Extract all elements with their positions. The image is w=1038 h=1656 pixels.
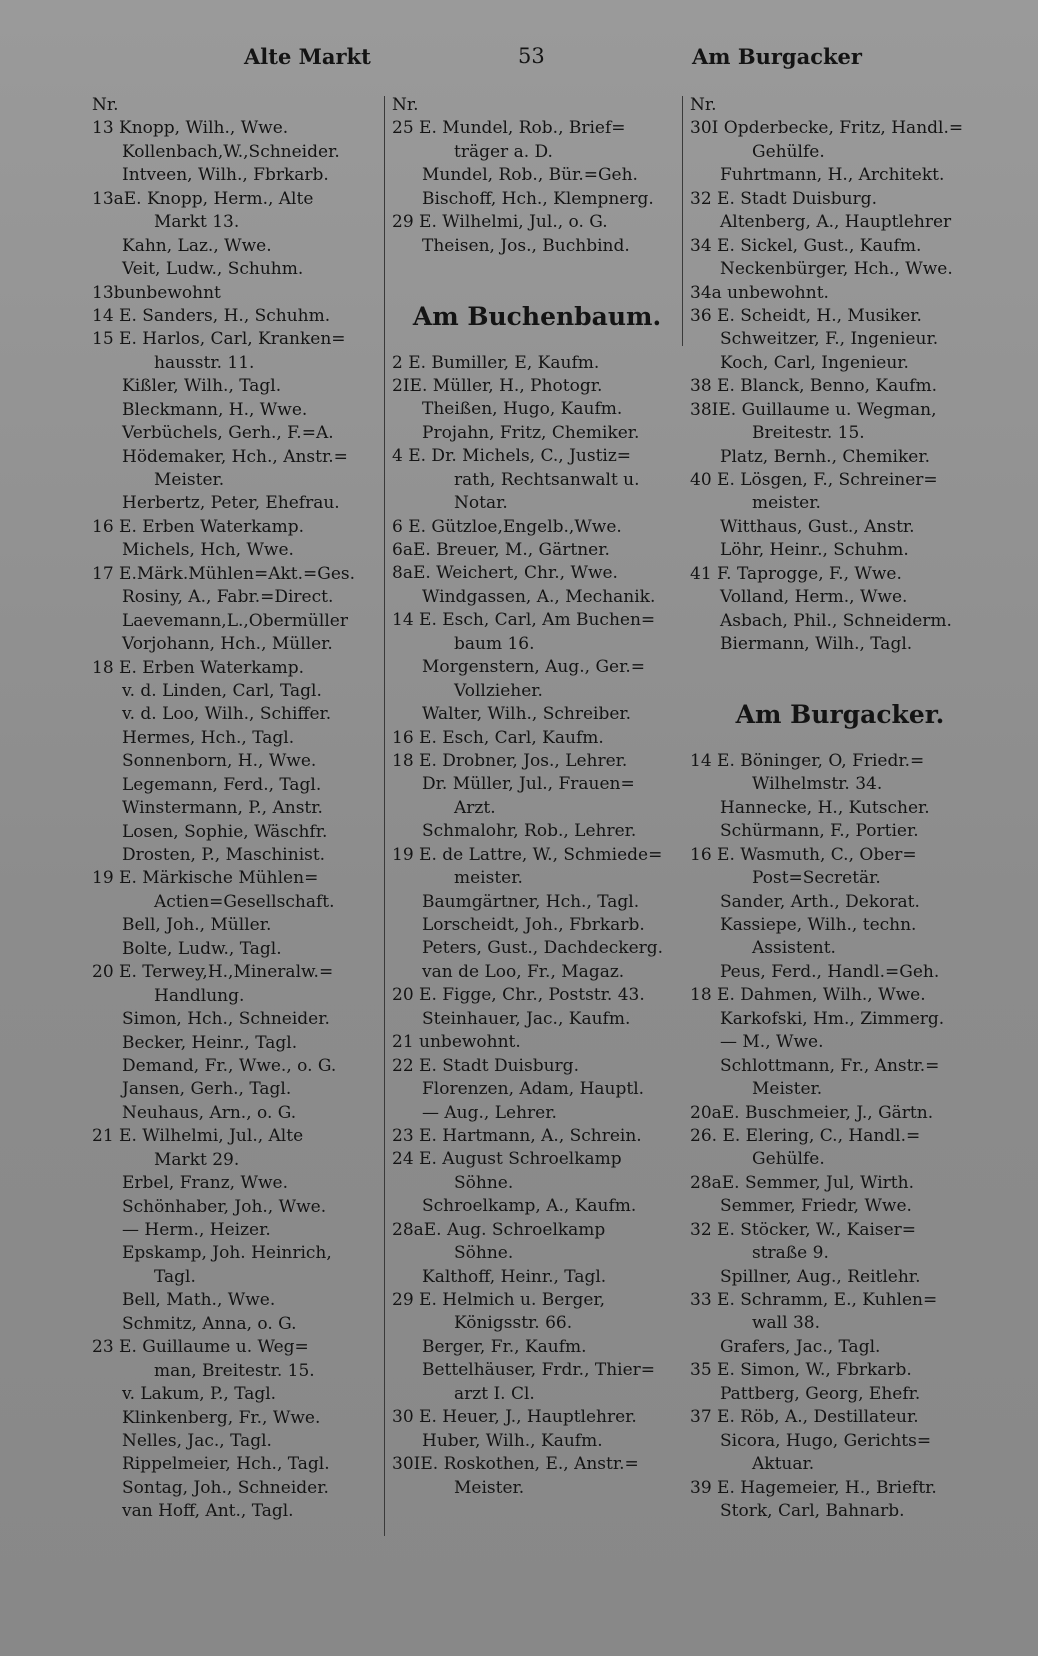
- resident-entry: Fuhrtmann, H., Architekt.: [720, 165, 945, 186]
- resident-entry: Stork, Carl, Bahnarb.: [720, 1500, 905, 1521]
- entry-continuation: meister.: [454, 868, 523, 889]
- number-heading: Nr.: [392, 95, 419, 115]
- resident-entry: Legemann, Ferd., Tagl.: [122, 774, 322, 795]
- entry-continuation: straße 9.: [752, 1243, 829, 1264]
- house-entry: 21 unbewohnt.: [392, 1032, 521, 1053]
- entry-continuation: Aktuar.: [752, 1454, 815, 1475]
- resident-entry: van de Loo, Fr., Magaz.: [422, 961, 625, 982]
- house-entry: 30IE. Roskothen, E., Anstr.=: [392, 1454, 639, 1475]
- house-entry: 38 E. Blanck, Benno, Kaufm.: [690, 376, 937, 397]
- resident-entry: Nelles, Jac., Tagl.: [122, 1430, 272, 1451]
- resident-entry: — Aug., Lehrer.: [422, 1102, 557, 1123]
- house-entry: 16 E. Esch, Carl, Kaufm.: [392, 727, 604, 748]
- house-entry: 35 E. Simon, W., Fbrkarb.: [690, 1360, 912, 1381]
- house-entry: 23 E. Guillaume u. Weg=: [92, 1337, 309, 1358]
- resident-entry: Theißen, Hugo, Kaufm.: [422, 399, 623, 420]
- resident-entry: Michels, Hch, Wwe.: [122, 540, 294, 561]
- spacer: [690, 657, 990, 680]
- house-entry: 20 E. Terwey,H.,Mineralw.=: [92, 962, 334, 983]
- resident-entry: v. d. Linden, Carl, Tagl.: [122, 680, 322, 701]
- entry-continuation: Breitestr. 15.: [752, 423, 865, 444]
- resident-entry: Intveen, Wilh., Fbrkarb.: [122, 165, 329, 186]
- resident-entry: Herbertz, Peter, Ehefrau.: [122, 493, 340, 514]
- house-entry: 26. E. Elering, C., Handl.=: [690, 1125, 921, 1146]
- house-entry: 28aE. Aug. Schroelkamp: [392, 1219, 606, 1240]
- house-entry: 34 E. Sickel, Gust., Kaufm.: [690, 235, 922, 256]
- house-entry: 30 E. Heuer, J., Hauptlehrer.: [392, 1407, 637, 1428]
- entry-continuation: Söhne.: [454, 1243, 514, 1264]
- resident-entry: Biermann, Wilh., Tagl.: [720, 634, 913, 655]
- resident-entry: Schmalohr, Rob., Lehrer.: [422, 821, 637, 842]
- house-entry: 29 E. Wilhelmi, Jul., o. G.: [392, 212, 608, 233]
- house-entry: 18 E. Drobner, Jos., Lehrer.: [392, 750, 628, 771]
- street-section-heading: Am Buchenbaum.: [412, 301, 662, 331]
- resident-entry: Karkofski, Hm., Zimmerg.: [720, 1008, 945, 1029]
- resident-entry: Bettelhäuser, Frdr., Thier=: [422, 1360, 656, 1381]
- house-entry: 19 E. Märkische Mühlen=: [92, 868, 319, 889]
- spacer: [392, 258, 682, 281]
- directory-column-1: [92, 94, 382, 1524]
- house-entry: 19 E. de Lattre, W., Schmiede=: [392, 844, 663, 865]
- resident-entry: Steinhauer, Jac., Kaufm.: [422, 1008, 631, 1029]
- resident-entry: Jansen, Gerh., Tagl.: [122, 1079, 292, 1100]
- page-header: [0, 44, 1038, 78]
- entry-continuation: meister.: [752, 493, 821, 514]
- resident-entry: Walter, Wilh., Schreiber.: [422, 704, 632, 725]
- resident-entry: Schürmann, F., Portier.: [720, 821, 919, 842]
- resident-entry: Theisen, Jos., Buchbind.: [422, 235, 630, 256]
- house-entry: 4 E. Dr. Michels, C., Justiz=: [392, 446, 632, 467]
- entry-continuation: Gehülfe.: [752, 1149, 825, 1170]
- resident-entry: Demand, Fr., Wwe., o. G.: [122, 1055, 337, 1076]
- house-entry: 36 E. Scheidt, H., Musiker.: [690, 305, 922, 326]
- house-entry: 2IE. Müller, H., Photogr.: [392, 375, 603, 396]
- entry-continuation: baum 16.: [454, 633, 535, 654]
- entry-continuation: Tagl.: [154, 1266, 196, 1287]
- entry-continuation: träger a. D.: [454, 141, 553, 162]
- resident-entry: Bell, Joh., Müller.: [122, 915, 272, 936]
- resident-entry: Schlottmann, Fr., Anstr.=: [720, 1055, 940, 1076]
- resident-entry: Sicora, Hugo, Gerichts=: [720, 1430, 932, 1451]
- entry-continuation: Gehülfe.: [752, 141, 825, 162]
- entry-continuation: Vollzieher.: [454, 680, 543, 701]
- house-entry: 25 E. Mundel, Rob., Brief=: [392, 118, 626, 139]
- house-entry: 24 E. August Schroelkamp: [392, 1149, 622, 1170]
- resident-entry: Becker, Heinr., Tagl.: [122, 1032, 298, 1053]
- resident-entry: Spillner, Aug., Reitlehr.: [720, 1266, 921, 1287]
- resident-entry: — Herm., Heizer.: [122, 1220, 271, 1240]
- header-left-street: Alte Markt: [244, 44, 371, 69]
- house-entry: 33 E. Schramm, E., Kuhlen=: [690, 1290, 938, 1310]
- resident-entry: Peus, Ferd., Handl.=Geh.: [720, 961, 940, 982]
- resident-entry: Vorjohann, Hch., Müller.: [122, 634, 333, 655]
- house-entry: 23 E. Hartmann, A., Schrein.: [392, 1125, 642, 1146]
- entry-continuation: Notar.: [454, 493, 508, 514]
- resident-entry: Projahn, Fritz, Chemiker.: [422, 422, 640, 443]
- resident-entry: Asbach, Phil., Schneiderm.: [720, 610, 952, 631]
- house-entry: 40 E. Lösgen, F., Schreiner=: [690, 470, 938, 490]
- entry-continuation: wall 38.: [752, 1313, 820, 1334]
- entry-continuation: Actien=Gesellschaft.: [154, 891, 335, 912]
- house-entry: 32 E. Stöcker, W., Kaiser=: [690, 1219, 917, 1240]
- resident-entry: Bell, Math., Wwe.: [122, 1290, 276, 1311]
- house-entry: 13aE. Knopp, Herm., Alte: [92, 188, 314, 209]
- house-entry: 2 E. Bumiller, E, Kaufm.: [392, 352, 600, 373]
- resident-entry: Kassiepe, Wilh., techn.: [720, 915, 917, 935]
- resident-entry: Baumgärtner, Hch., Tagl.: [422, 891, 640, 912]
- resident-entry: Kalthoff, Heinr., Tagl.: [422, 1266, 607, 1287]
- resident-entry: Witthaus, Gust., Anstr.: [720, 516, 915, 537]
- house-entry: 14 E. Esch, Carl, Am Buchen=: [392, 610, 656, 631]
- resident-entry: Winstermann, P., Anstr.: [122, 798, 323, 819]
- resident-entry: Volland, Herm., Wwe.: [720, 587, 908, 608]
- resident-entry: Verbüchels, Gerh., F.=A.: [122, 423, 334, 444]
- house-entry: 8aE. Weichert, Chr., Wwe.: [392, 563, 618, 584]
- resident-entry: Sander, Arth., Dekorat.: [720, 891, 920, 912]
- resident-entry: Morgenstern, Aug., Ger.=: [422, 657, 646, 678]
- house-entry: 6 E. Gützloe,Engelb.,Wwe.: [392, 516, 622, 537]
- resident-entry: Hermes, Hch., Tagl.: [122, 727, 295, 748]
- entry-continuation: Handlung.: [154, 985, 245, 1006]
- resident-entry: Platz, Bernh., Chemiker.: [720, 446, 930, 467]
- house-entry: 17 E.Märk.Mühlen=Akt.=Ges.: [92, 563, 356, 584]
- resident-entry: Neuhaus, Arn., o. G.: [122, 1102, 297, 1123]
- resident-entry: Pattberg, Georg, Ehefr.: [720, 1383, 921, 1404]
- entry-continuation: Meister.: [154, 470, 225, 490]
- resident-entry: Rosiny, A., Fabr.=Direct.: [122, 587, 334, 608]
- house-entry: 14 E. Sanders, H., Schuhm.: [92, 305, 331, 326]
- resident-entry: Klinkenberg, Fr., Wwe.: [122, 1407, 321, 1428]
- house-entry: 18 E. Erben Waterkamp.: [92, 657, 305, 678]
- resident-entry: Hannecke, H., Kutscher.: [720, 797, 930, 818]
- resident-entry: Schmitz, Anna, o. G.: [122, 1313, 297, 1334]
- house-entry: 13 Knopp, Wilh., Wwe.: [92, 118, 289, 139]
- house-entry: 18 E. Dahmen, Wilh., Wwe.: [690, 985, 926, 1006]
- resident-entry: Rippelmeier, Hch., Tagl.: [122, 1454, 330, 1475]
- resident-entry: Simon, Hch., Schneider.: [122, 1009, 330, 1030]
- house-entry: 6aE. Breuer, M., Gärtner.: [392, 540, 610, 560]
- house-entry: 38IE. Guillaume u. Wegman,: [690, 399, 937, 420]
- house-entry: 16 E. Erben Waterkamp.: [92, 516, 305, 537]
- entry-continuation: man, Breitestr. 15.: [154, 1360, 315, 1381]
- house-entry: 28aE. Semmer, Jul, Wirth.: [690, 1172, 914, 1193]
- resident-entry: Schweitzer, F., Ingenieur.: [720, 329, 939, 350]
- entry-continuation: Arzt.: [454, 797, 496, 818]
- resident-entry: Semmer, Friedr, Wwe.: [720, 1196, 912, 1217]
- entry-continuation: Wilhelmstr. 34.: [752, 774, 883, 795]
- house-entry: 41 F. Taprogge, F., Wwe.: [690, 563, 902, 584]
- entry-continuation: Meister.: [752, 1079, 823, 1100]
- house-entry: 20aE. Buschmeier, J., Gärtn.: [690, 1102, 934, 1123]
- entry-continuation: Post=Secretär.: [752, 868, 881, 889]
- house-entry: 32 E. Stadt Duisburg.: [690, 188, 877, 209]
- resident-entry: Veit, Ludw., Schuhm.: [122, 259, 304, 280]
- entry-continuation: rath, Rechtsanwalt u.: [454, 469, 640, 490]
- page-number: 53: [518, 44, 545, 68]
- house-entry: 22 E. Stadt Duisburg.: [392, 1055, 579, 1076]
- resident-entry: Altenberg, A., Hauptlehrer: [720, 212, 952, 233]
- directory-column-3: [690, 94, 990, 1523]
- resident-entry: Dr. Müller, Jul., Frauen=: [422, 774, 635, 795]
- resident-entry: Windgassen, A., Mechanik.: [422, 586, 656, 607]
- resident-entry: Grafers, Jac., Tagl.: [720, 1336, 881, 1357]
- resident-entry: Bolte, Ludw., Tagl.: [122, 938, 282, 959]
- entry-continuation: hausstr. 11.: [154, 352, 255, 373]
- header-right-street: Am Burgacker: [692, 44, 862, 69]
- resident-entry: Kahn, Laz., Wwe.: [122, 235, 272, 256]
- resident-entry: v. Lakum, P., Tagl.: [122, 1384, 277, 1405]
- number-heading: Nr.: [690, 95, 717, 115]
- resident-entry: Drosten, P., Maschinist.: [122, 845, 326, 865]
- resident-entry: Koch, Carl, Ingenieur.: [720, 352, 909, 373]
- resident-entry: Erbel, Franz, Wwe.: [122, 1173, 288, 1194]
- house-entry: 16 E. Wasmuth, C., Ober=: [690, 844, 917, 865]
- resident-entry: Sonnenborn, H., Wwe.: [122, 751, 317, 772]
- entry-continuation: Söhne.: [454, 1172, 514, 1193]
- house-entry: 15 E. Harlos, Carl, Kranken=: [92, 329, 346, 350]
- directory-column-2: [392, 94, 682, 1500]
- resident-entry: Laevemann,L.,Obermüller: [122, 610, 348, 631]
- entry-continuation: Assistent.: [752, 938, 836, 959]
- resident-entry: Losen, Sophie, Wäschfr.: [122, 821, 328, 842]
- column-divider: [384, 96, 385, 1536]
- house-entry: 30I Opderbecke, Fritz, Handl.=: [690, 118, 964, 139]
- house-entry: 29 E. Helmich u. Berger,: [392, 1290, 606, 1310]
- entry-continuation: Königsstr. 66.: [454, 1313, 573, 1334]
- resident-entry: Florenzen, Adam, Hauptl.: [422, 1079, 645, 1100]
- resident-entry: — M., Wwe.: [720, 1032, 824, 1053]
- resident-entry: Schroelkamp, A., Kaufm.: [422, 1196, 637, 1217]
- house-entry: 13bunbewohnt: [92, 282, 221, 303]
- resident-entry: Hödemaker, Hch., Anstr.=: [122, 446, 348, 467]
- column-divider: [682, 96, 683, 346]
- resident-entry: Lorscheidt, Joh., Fbrkarb.: [422, 915, 645, 935]
- resident-entry: Sontag, Joh., Schneider.: [122, 1477, 329, 1498]
- resident-entry: Mundel, Rob., Bür.=Geh.: [422, 165, 638, 186]
- entry-continuation: Markt 29.: [154, 1149, 240, 1170]
- house-entry: 37 E. Röb, A., Destillateur.: [690, 1407, 919, 1428]
- house-entry: 20 E. Figge, Chr., Poststr. 43.: [392, 985, 645, 1006]
- resident-entry: Epskamp, Joh. Heinrich,: [122, 1243, 332, 1264]
- resident-entry: Bischoff, Hch., Klempnerg.: [422, 188, 654, 209]
- resident-entry: Berger, Fr., Kaufm.: [422, 1336, 587, 1357]
- street-section-heading: Am Burgacker.: [735, 699, 945, 729]
- house-entry: 14 E. Böninger, O, Friedr.=: [690, 750, 925, 771]
- resident-entry: Löhr, Heinr., Schuhm.: [720, 540, 909, 561]
- resident-entry: Peters, Gust., Dachdeckerg.: [422, 938, 664, 959]
- resident-entry: Kollenbach,W.,Schneider.: [122, 141, 340, 162]
- resident-entry: Neckenbürger, Hch., Wwe.: [720, 259, 953, 280]
- entry-continuation: arzt I. Cl.: [454, 1383, 535, 1404]
- house-entry: 21 E. Wilhelmi, Jul., Alte: [92, 1126, 304, 1147]
- resident-entry: Kißler, Wilh., Tagl.: [122, 376, 282, 397]
- entry-continuation: Markt 13.: [154, 212, 240, 233]
- house-entry: 39 E. Hagemeier, H., Brieftr.: [690, 1477, 937, 1498]
- resident-entry: Schönhaber, Joh., Wwe.: [122, 1196, 327, 1217]
- resident-entry: van Hoff, Ant., Tagl.: [122, 1501, 294, 1522]
- resident-entry: Huber, Wilh., Kaufm.: [422, 1430, 603, 1451]
- house-entry: 34a unbewohnt.: [690, 282, 829, 303]
- resident-entry: Bleckmann, H., Wwe.: [122, 399, 308, 420]
- number-heading: Nr.: [92, 95, 119, 115]
- resident-entry: v. d. Loo, Wilh., Schiffer.: [122, 704, 332, 725]
- entry-continuation: Meister.: [454, 1477, 525, 1498]
